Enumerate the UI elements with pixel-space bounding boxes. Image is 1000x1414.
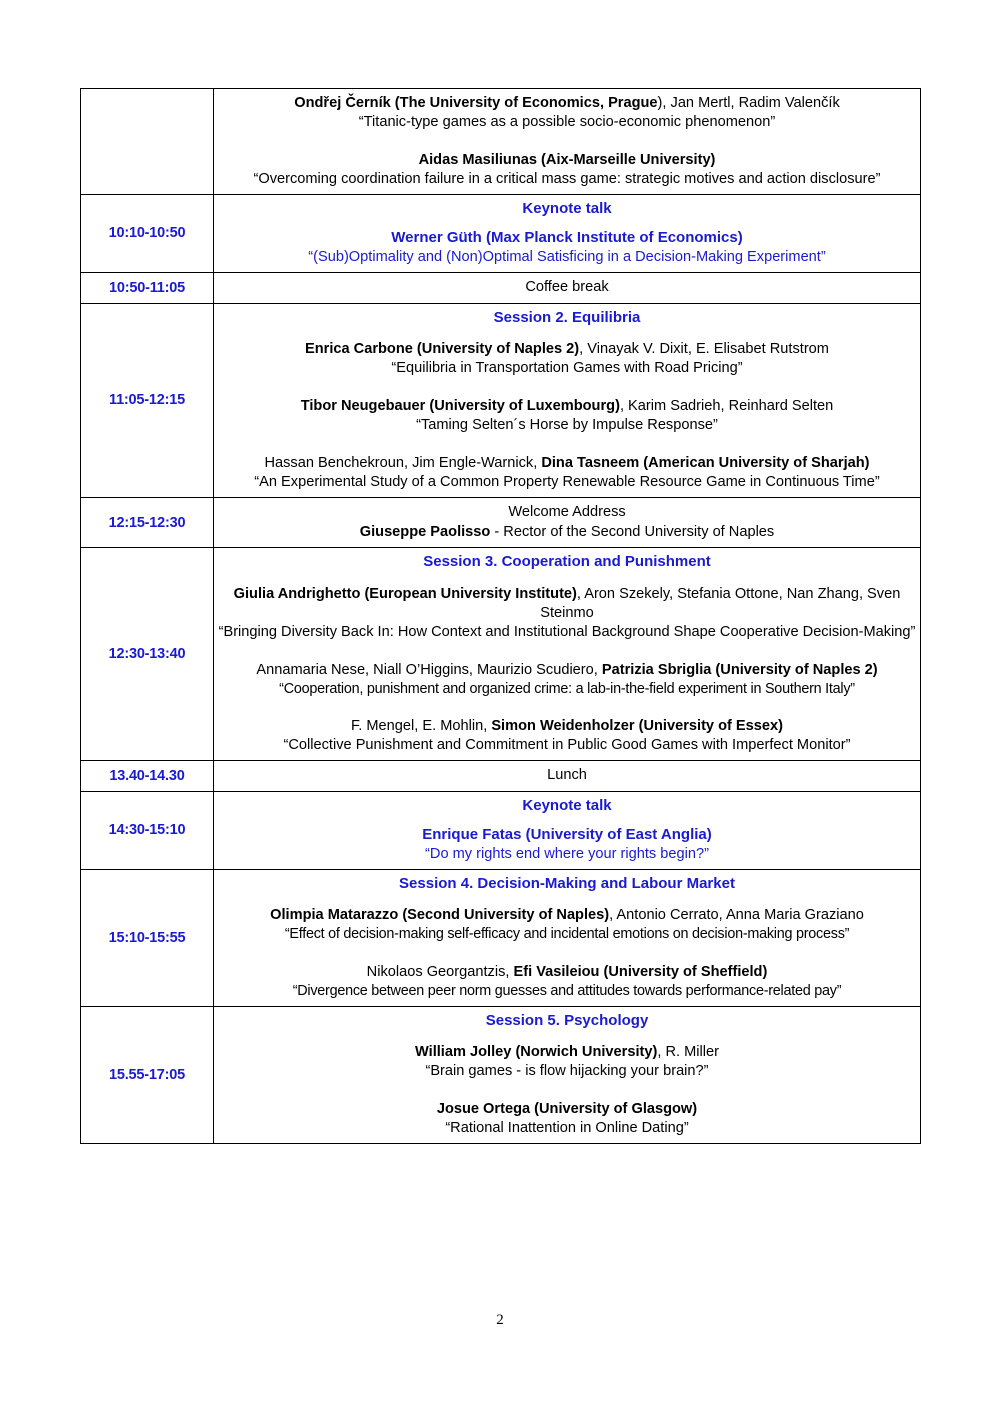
paper-authors: Enrica Carbone (University of Naples 2), Vinayak V. Dixit, E. Elisabet Rutstrom bbox=[305, 341, 829, 357]
schedule-row bbox=[81, 761, 921, 792]
schedule-table-body bbox=[81, 89, 921, 1144]
session-content bbox=[214, 303, 921, 497]
paper-entry bbox=[214, 1095, 920, 1143]
paper-entry bbox=[214, 580, 920, 647]
schedule-row bbox=[81, 497, 921, 547]
paper-title: “Collective Punishment and Commitment in Public Good Games with Imperfect Monitor” bbox=[283, 737, 851, 754]
page-number: 2 bbox=[496, 1312, 504, 1328]
paper-entry bbox=[214, 712, 920, 760]
time-slot: 14:30-15:10 bbox=[81, 791, 214, 869]
time-slot: 13.40-14.30 bbox=[81, 761, 214, 792]
paper-authors: Ondřej Černík (The University of Economics, Prague), Jan Mertl, Radim Valenčík bbox=[294, 95, 840, 111]
paper-title: “Effect of decision-making self-efficacy and incidental emotions on decision-making process” bbox=[284, 926, 850, 943]
paper-entry bbox=[214, 656, 920, 704]
session-content bbox=[214, 1006, 921, 1143]
paper-title: “Equilibria in Transportation Games with Road Pricing” bbox=[391, 359, 743, 376]
session-heading: Session 5. Psychology bbox=[485, 1011, 649, 1029]
break-label: Coffee break bbox=[525, 278, 609, 295]
paper-title: “An Experimental Study of a Common Property Renewable Resource Game in Continuous Time” bbox=[254, 473, 880, 490]
session-content bbox=[214, 791, 921, 869]
keynote-body bbox=[214, 825, 920, 869]
break-label: Lunch bbox=[547, 767, 587, 784]
entry-spacer bbox=[214, 949, 920, 958]
keynote-body bbox=[214, 228, 920, 272]
time-slot: 12:15-12:30 bbox=[81, 497, 214, 547]
paper-entry bbox=[214, 335, 920, 383]
paper-title: “Titanic-type games as a possible socio-economic phenomenon” bbox=[358, 113, 776, 130]
paper-authors: Josue Ortega (University of Glasgow) bbox=[436, 1101, 698, 1118]
paper-entry bbox=[214, 958, 920, 1006]
keynote-speaker: Enrique Fatas (University of East Anglia) bbox=[422, 825, 712, 843]
paper-title: “Rational Inattention in Online Dating” bbox=[445, 1120, 689, 1137]
schedule-row bbox=[81, 548, 921, 761]
time-slot: 11:05-12:15 bbox=[81, 303, 214, 497]
session-heading: Session 3. Cooperation and Punishment bbox=[423, 553, 711, 571]
time-slot: 15.55-17:05 bbox=[81, 1006, 214, 1143]
paper-title: “Taming Selten´s Horse by Impulse Response” bbox=[416, 416, 718, 433]
session-content bbox=[214, 548, 921, 761]
paper-title: “Cooperation, punishment and organized crime: a lab-in-the-field experiment in Southern Italy” bbox=[279, 680, 855, 697]
paper-authors: Aidas Masiliunas (Aix-Marseille University) bbox=[418, 151, 716, 168]
keynote-title: “(Sub)Optimality and (Non)Optimal Satisficing in a Decision-Making Experiment” bbox=[308, 249, 826, 266]
session-content bbox=[214, 89, 921, 195]
paper-entry bbox=[214, 146, 920, 194]
paper-entry bbox=[214, 901, 920, 949]
paper-title: “Divergence between peer norm guesses and attitudes towards performance-related pay” bbox=[292, 983, 842, 999]
session-heading: Session 4. Decision-Making and Labour Market bbox=[399, 874, 735, 892]
keynote-speaker: Werner Güth (Max Planck Institute of Economics) bbox=[391, 228, 743, 246]
session-content bbox=[214, 761, 921, 792]
paper-entry bbox=[214, 392, 920, 440]
session-content bbox=[214, 869, 921, 1006]
schedule-row bbox=[81, 89, 921, 195]
schedule-row bbox=[81, 791, 921, 869]
entry-spacer bbox=[214, 137, 920, 146]
paper-entry bbox=[214, 449, 920, 497]
keynote-title: “Do my rights end where your rights begin?” bbox=[425, 846, 709, 863]
schedule-row bbox=[81, 869, 921, 1006]
paper-title: “Brain games - is flow hijacking your brain?” bbox=[425, 1063, 709, 1080]
paper-entry bbox=[214, 89, 920, 137]
paper-authors: Giulia Andrighetto (European University Institute), Aron Szekely, Stefania Ottone, Nan Zhang, Sven Steinmo bbox=[233, 585, 901, 621]
entry-spacer bbox=[214, 647, 920, 656]
session-heading: Session 2. Equilibria bbox=[493, 308, 641, 326]
schedule-row bbox=[81, 1006, 921, 1143]
keynote-heading: Keynote talk bbox=[522, 199, 612, 217]
keynote-heading: Keynote talk bbox=[522, 796, 612, 814]
time-slot bbox=[81, 89, 214, 195]
paper-authors: Olimpia Matarazzo (Second University of Naples), Antonio Cerrato, Anna Maria Graziano bbox=[270, 907, 864, 924]
session-content bbox=[214, 272, 921, 303]
time-slot: 15:10-15:55 bbox=[81, 869, 214, 1006]
schedule-row bbox=[81, 272, 921, 303]
entry-spacer bbox=[214, 440, 920, 449]
entry-spacer bbox=[214, 1086, 920, 1095]
paper-authors: Tibor Neugebauer (University of Luxembourg), Karim Sadrieh, Reinhard Selten bbox=[300, 397, 834, 414]
paper-authors: Hassan Benchekroun, Jim Engle-Warnick, Dina Tasneem (American University of Sharjah) bbox=[264, 454, 870, 471]
schedule-row bbox=[81, 194, 921, 272]
paper-entry bbox=[214, 1038, 920, 1086]
time-slot: 10:10-10:50 bbox=[81, 194, 214, 272]
session-content bbox=[214, 194, 921, 272]
paper-authors: Annamaria Nese, Niall O’Higgins, Maurizio Scudiero, Patrizia Sbriglia (University of Naples 2) bbox=[256, 661, 878, 678]
schedule-table bbox=[80, 88, 921, 1144]
paper-authors: Nikolaos Georgantzis, Efi Vasileiou (University of Sheffield) bbox=[366, 964, 768, 981]
schedule-row bbox=[81, 303, 921, 497]
session-content bbox=[214, 497, 921, 547]
time-slot: 12:30-13:40 bbox=[81, 548, 214, 761]
paper-authors: William Jolley (Norwich University), R. Miller bbox=[415, 1044, 719, 1061]
entry-spacer bbox=[214, 703, 920, 712]
welcome-speaker: Giuseppe Paolisso - Rector of the Second University of Naples bbox=[359, 523, 775, 540]
entry-spacer bbox=[214, 383, 920, 392]
paper-authors: F. Mengel, E. Mohlin, Simon Weidenholzer (University of Essex) bbox=[350, 718, 783, 735]
paper-title: “Bringing Diversity Back In: How Context and Institutional Background Shape Cooperative Decision-Making” bbox=[218, 623, 916, 640]
welcome-heading: Welcome Address bbox=[508, 503, 626, 520]
time-slot: 10:50-11:05 bbox=[81, 272, 214, 303]
paper-title: “Overcoming coordination failure in a critical mass game: strategic motives and action disclosure” bbox=[253, 170, 881, 187]
welcome-block bbox=[214, 498, 920, 547]
